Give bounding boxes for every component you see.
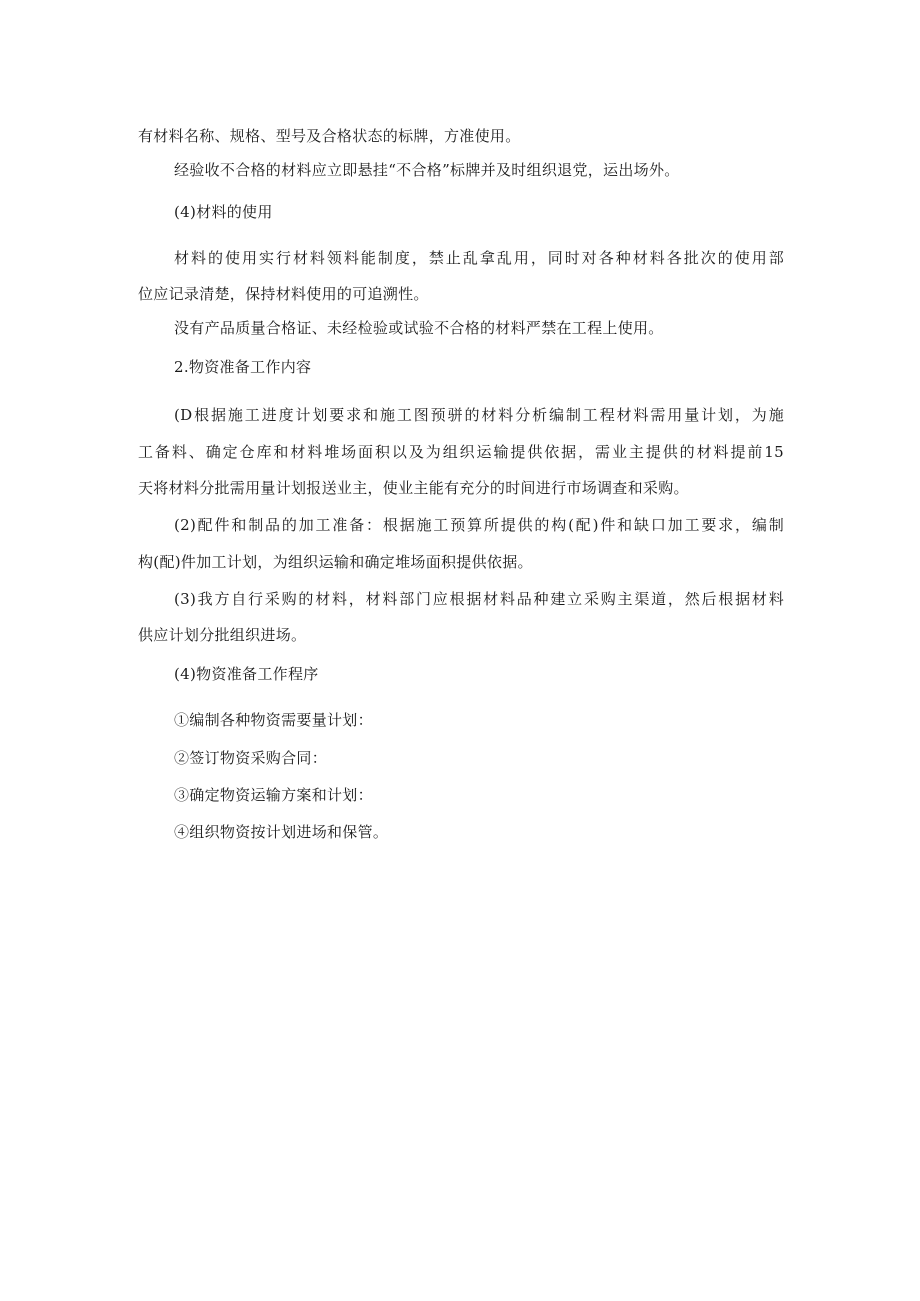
text-line: 没有产品质量合格证、未经检验或试验不合格的材料严禁在工程上使用。 (174, 319, 664, 337)
text-line: 构(配)件加工计划，为组织运输和确定堆场面积提供依据。 (138, 553, 533, 571)
list-item: ①编制各种物资需要量计划： (174, 711, 373, 729)
section-heading: 2.物资准备工作内容 (174, 358, 312, 376)
text-line: 天将材料分批需用量计划报送业主，使业主能有充分的时间进行市场调查和采购。 (138, 479, 689, 497)
text-line: (2)配件和制品的加工准备：根据施工预算所提供的构(配)件和缺口加工要求，编制 (174, 516, 784, 534)
text-line: (3)我方自行采购的材料，材料部门应根据材料品种建立采购主渠道，然后根据材料 (174, 590, 784, 608)
text-line: 供应计划分批组织进场。 (138, 626, 307, 644)
text-line: 位应记录清楚，保持材料使用的可追溯性。 (138, 285, 429, 303)
list-item: ②签订物资采购合同： (174, 749, 328, 767)
section-heading: (4)材料的使用 (174, 203, 273, 221)
text-line: 经验收不合格的材料应立即悬挂“不合格”标牌并及时组织退党，运出场外。 (174, 161, 680, 179)
text-line: 材料的使用实行材料领料能制度，禁止乱拿乱用，同时对各种材料各批次的使用部 (174, 249, 784, 267)
text-line: (D根据施工进度计划要求和施工图预骈的材料分析编制工程材料需用量计划，为施 (174, 406, 784, 424)
text-line: 有材料名称、规格、型号及合格状态的标牌，方准使用。 (138, 127, 521, 145)
list-item: ④组织物资按计划进场和保管。 (174, 823, 389, 841)
section-heading: (4)物资准备工作程序 (174, 665, 319, 683)
text-line: 工备料、确定仓库和材料堆场面积以及为组织运输提供依据，需业主提供的材料提前15 (138, 443, 784, 461)
list-item: ③确定物资运输方案和计划： (174, 786, 373, 804)
